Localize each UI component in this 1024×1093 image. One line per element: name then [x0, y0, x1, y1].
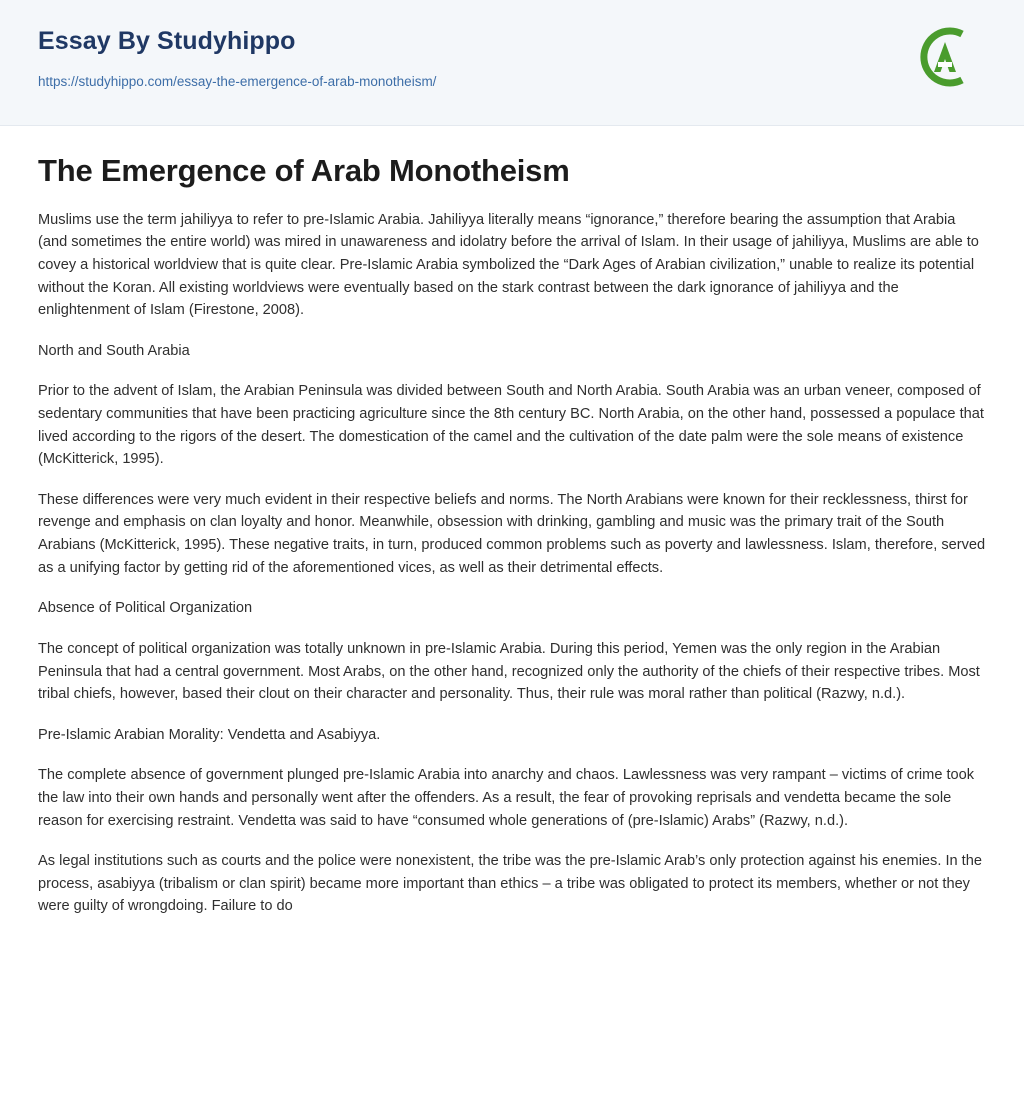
- paragraph: These differences were very much evident in their respective beliefs and norms. The North Arabians were known for their recklessness, thirst for revenge and emphasis on clan loyalty and honor. Meanwhile, obsession with drinking, gambling and music was the primary trait of the South Arabians (McKitterick, 1995). These negative traits, in turn, produced common problems such as poverty and lawlessness. Islam, therefore, served as a unifying factor by getting rid of the aforementioned vices, as well as their detrimental effects.: [38, 491, 986, 576]
- site-header: [0, 0, 1024, 126]
- paragraph: Prior to the advent of Islam, the Arabian Peninsula was divided between South and North Arabia. South Arabia was an urban veneer, composed of sedentary communities that have been practicing agriculture since the 8th century BC. North Arabia, on the other hand, possessed a populace that lived according to the rigors of the desert. The domestication of the camel and the cultivation of the date palm were the sole means of existence (McKitterick, 1995).: [38, 383, 984, 468]
- article-body: [0, 126, 1024, 918]
- studyhippo-a-logo-icon: [910, 22, 980, 92]
- paragraph: Muslims use the term jahiliyya to refer to pre-Islamic Arabia. Jahiliyya literally means “ignorance,” therefore bearing the assumption that Arabia (and sometimes the entire world) was mired in unawareness and idolatry before the arrival of Islam. In their usage of jahiliyya, Muslims are able to covey a historical worldview that is quite clear. Pre-Islamic Arabia symbolized the “Dark Ages of Arabian civilization,” unable to realize its potential without the Koran. All existing worldviews were eventually based on the stark contrast between the dark ignorance of jahiliyya and the enlightenment of Islam (Firestone, 2008).: [38, 211, 979, 319]
- section-subheading: North and South Arabia: [38, 342, 190, 359]
- article-url-link[interactable]: https://studyhippo.com/essay-the-emergence-of-arab-monotheism/: [38, 73, 437, 89]
- section-subheading: Absence of Political Organization: [38, 600, 253, 617]
- paragraph: The complete absence of government plunged pre-Islamic Arabia into anarchy and chaos. Lawlessness was very rampant – victims of crime took the law into their own hands and personally went after the offenders. As a result, the fear of provoking reprisals and vendetta became the sole reason for exercising restraint. Vendetta was said to have “consumed whole generations of (pre-Islamic) Arabs” (Razwy, n.d.).: [38, 767, 975, 829]
- site-brand: Essay By Studyhippo: [38, 27, 296, 55]
- page-title: The Emergence of Arab Monotheism: [38, 153, 570, 188]
- section-subheading: Pre-Islamic Arabian Morality: Vendetta and Asabiyya.: [38, 726, 381, 743]
- paragraph: As legal institutions such as courts and the police were nonexistent, the tribe was the pre-Islamic Arab’s only protection against his enemies. In the process, asabiyya (tribalism or clan spirit) became more important than ethics – a tribe was obligated to protect its members, whether or not they were guilty of wrongdoing. Failure to do: [38, 853, 982, 915]
- paragraph: The concept of political organization was totally unknown in pre-Islamic Arabia. During this period, Yemen was the only region in the Arabian Peninsula that had a central government. Most Arabs, on the other hand, recognized only the authority of the chiefs of their respective tribes. Most tribal chiefs, however, based their clout on their character and personality. Thus, their rule was moral rather than political (Razwy, n.d.).: [38, 640, 980, 703]
